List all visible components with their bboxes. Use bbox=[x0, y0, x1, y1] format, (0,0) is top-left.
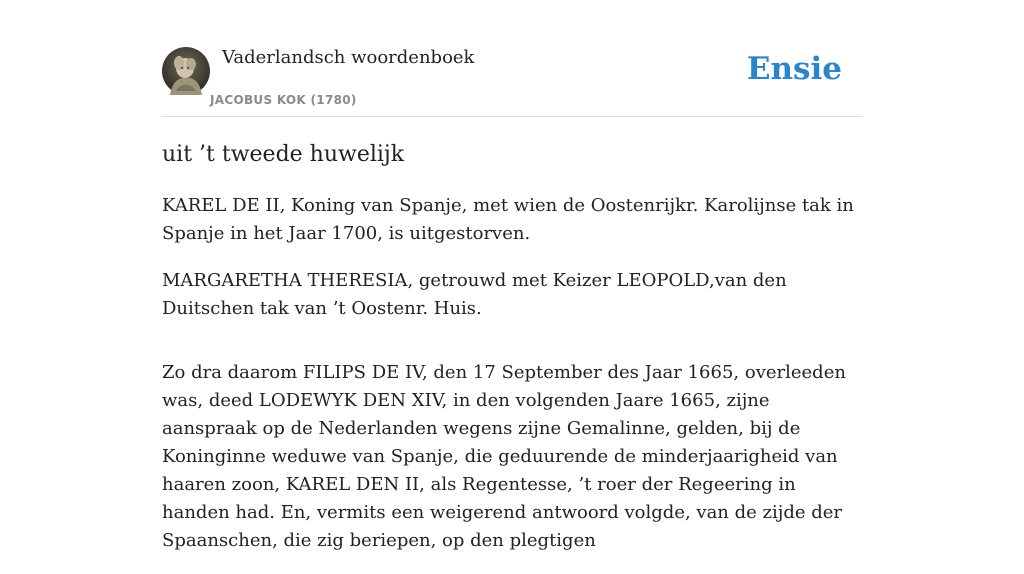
book-header bbox=[162, 0, 862, 117]
brand-logo[interactable]: Ensie bbox=[746, 51, 842, 87]
entry-paragraph: Zo dra daarom FILIPS DE IV, den 17 September des Jaar 1665, overleeden was, deed LODEWYK DEN XIV, in den volgenden Jaare 1665, zijne aanspraak op de Nederlanden wegens zijne Gemalinne, gelden, bij de Koninginne weduwe van Spanje, die geduurende de minderjaarigheid van haaren zoon, KAREL DEN II, als Regentesse, ’t roer der Regeering in handen had. En, vermits een weigerend antwoord volgde, van de zijde der Spaanschen, die zig beriepen, op den plegtigen bbox=[162, 362, 846, 551]
entry-title: uit ’t tweede huwelijk bbox=[162, 142, 405, 167]
author-portrait-icon[interactable] bbox=[162, 47, 210, 95]
book-title[interactable]: Vaderlandsch woordenboek bbox=[222, 47, 475, 68]
author-name[interactable]: JACOBUS KOK (1780) bbox=[210, 93, 357, 107]
entry-paragraph: KAREL DE II, Koning van Spanje, met wien de Oostenrijkr. Karolijnse tak in Spanje in het Jaar 1700, is uitgestorven. bbox=[162, 195, 854, 244]
page-content bbox=[162, 0, 862, 551]
entry-body bbox=[162, 192, 862, 574]
entry-paragraph: MARGARETHA THERESIA, getrouwd met Keizer LEOPOLD,van den Duitschen tak van ’t Oostenr. Huis. bbox=[162, 270, 787, 319]
